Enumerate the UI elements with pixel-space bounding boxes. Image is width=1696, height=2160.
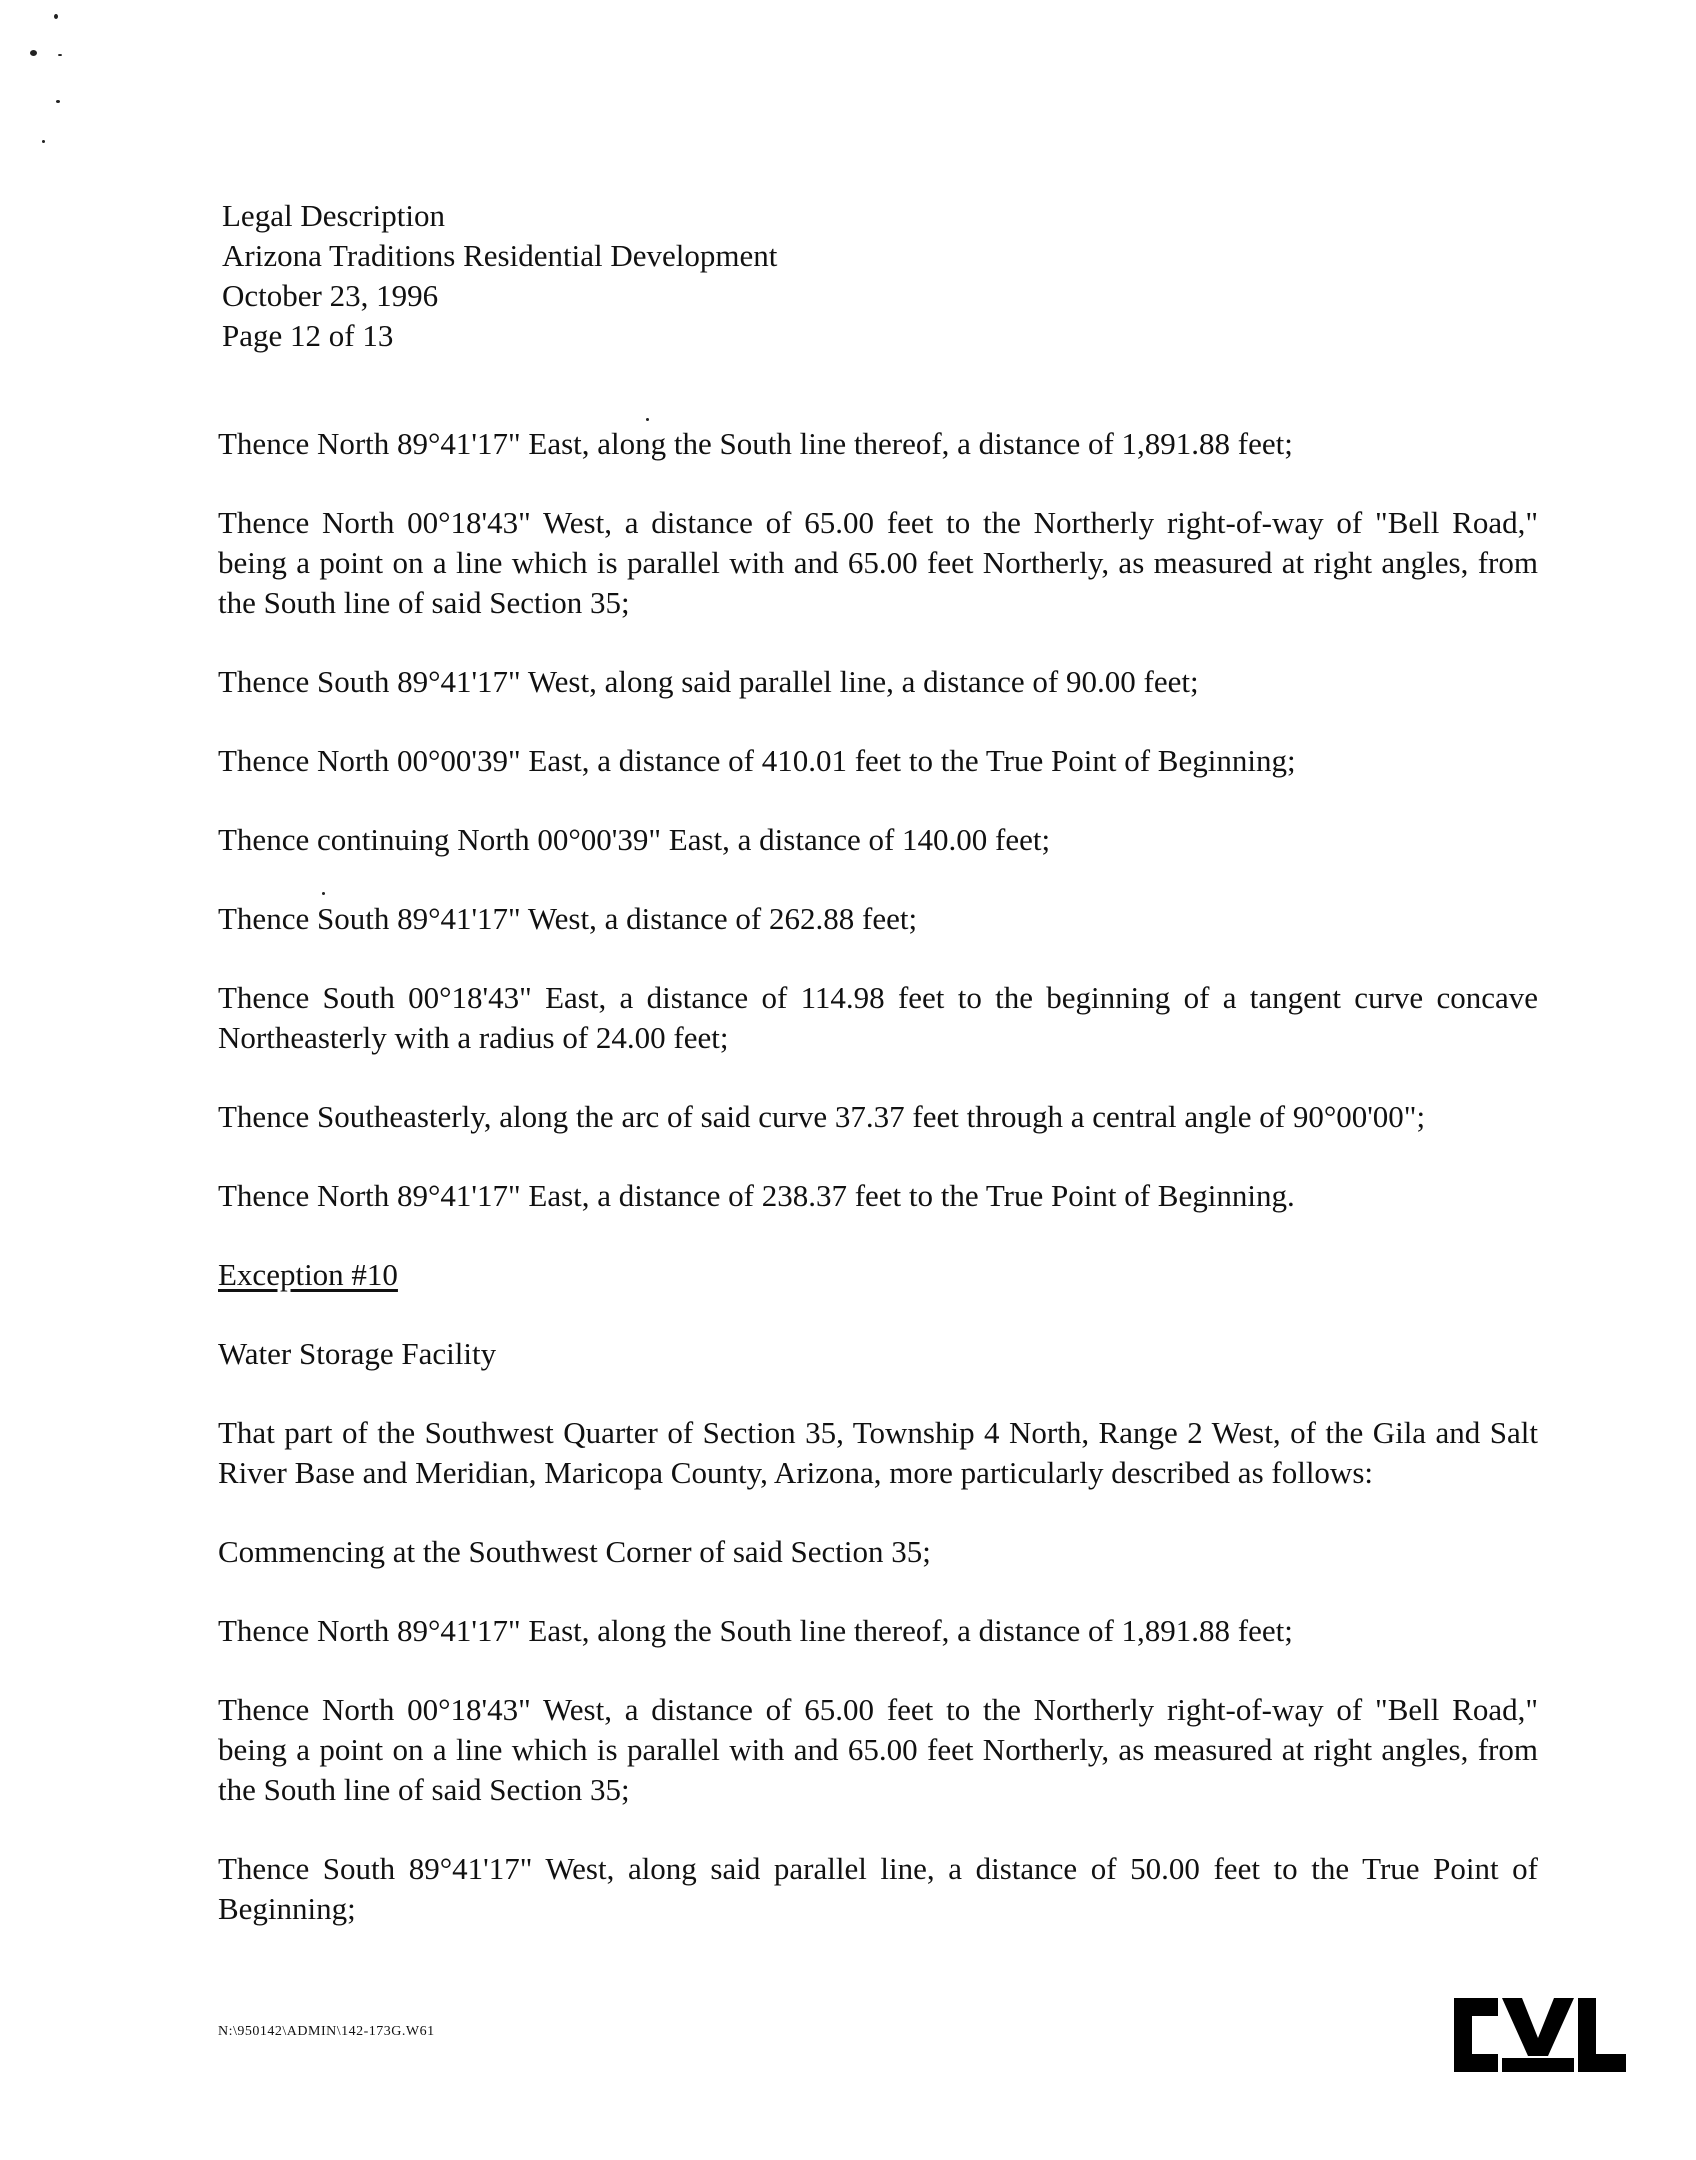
scan-speck — [54, 14, 58, 19]
scan-speck — [58, 54, 62, 56]
course-paragraph: Thence continuing North 00°00'39" East, a distance of 140.00 feet; — [218, 822, 1051, 857]
course-paragraph: Thence South 89°41'17" West, a distance of 262.88 feet; — [218, 901, 918, 936]
parcel-description: That part of the Southwest Quarter of Section 35, Township 4 North, Range 2 West, of the Gila and Salt River Base and Meridian, Maricopa County, Arizona, more particularly described as follows: — [218, 1415, 1538, 1490]
document-header — [222, 196, 777, 356]
course-paragraph: Thence North 89°41'17" East, a distance of 238.37 feet to the True Point of Beginning. — [218, 1178, 1295, 1213]
legal-description-body — [218, 424, 1538, 1968]
scan-speck — [42, 140, 45, 143]
commencement-paragraph: Commencing at the Southwest Corner of said Section 35; — [218, 1534, 931, 1569]
header-title: Legal Description — [222, 198, 445, 233]
course-paragraph: Thence North 89°41'17" East, along the South line thereof, a distance of 1,891.88 feet; — [218, 426, 1293, 461]
exception-heading-text: Exception #10 — [218, 1257, 398, 1292]
course-paragraph: Thence South 89°41'17" West, along said parallel line, a distance of 90.00 feet; — [218, 664, 1199, 699]
course-paragraph: Thence South 89°41'17" West, along said parallel line, a distance of 50.00 feet to the True Point of Beginning; — [218, 1851, 1538, 1926]
scan-speck — [30, 50, 37, 56]
course-paragraph: Thence South 00°18'43" East, a distance of 114.98 feet to the beginning of a tangent curve concave Northeasterly with a radius of 24.00 feet; — [218, 980, 1538, 1055]
course-paragraph: Thence North 00°00'39" East, a distance of 410.01 feet to the True Point of Beginning; — [218, 743, 1296, 778]
course-paragraph: Thence North 00°18'43" West, a distance of 65.00 feet to the Northerly right-of-way of "Bell Road," being a point on a line which is parallel with and 65.00 feet Northerly, as measured at right angles, from the South line of said Section 35; — [218, 505, 1538, 620]
course-paragraph: Thence North 89°41'17" East, along the South line thereof, a distance of 1,891.88 feet; — [218, 1613, 1293, 1648]
course-paragraph: Thence North 00°18'43" West, a distance of 65.00 feet to the Northerly right-of-way of "Bell Road," being a point on a line which is parallel with and 65.00 feet Northerly, as measured at right angles, from the South line of said Section 35; — [218, 1692, 1538, 1807]
scan-speck — [646, 418, 649, 421]
facility-subheading: Water Storage Facility — [218, 1336, 497, 1371]
scan-speck — [56, 100, 60, 103]
exception-heading — [218, 1255, 1538, 1295]
file-path-footer: N:\950142\ADMIN\142-173G.W61 — [218, 2024, 435, 2039]
course-paragraph: Thence Southeasterly, along the arc of said curve 37.37 feet through a central angle of 90°00'00"; — [218, 1099, 1426, 1134]
cvl-logo — [1440, 1990, 1630, 2080]
header-project: Arizona Traditions Residential Development — [222, 238, 778, 273]
header-date: October 23, 1996 — [222, 278, 439, 313]
header-page-number: Page 12 of 13 — [222, 318, 394, 353]
